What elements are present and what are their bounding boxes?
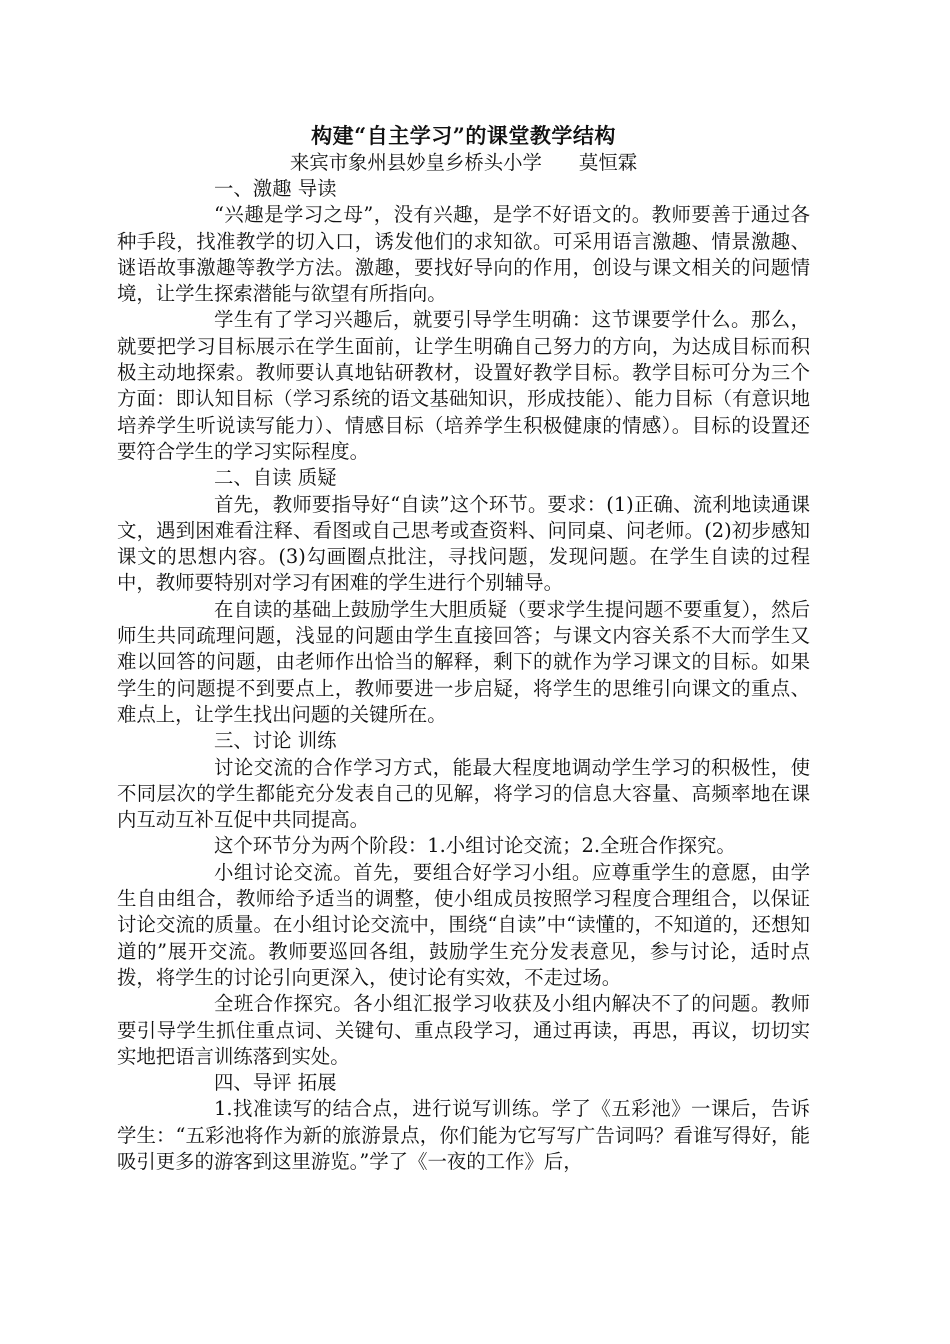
paragraph: 在自读的基础上鼓励学生大胆质疑（要求学生提问题不要重复），然后师生共同疏理问题，浅显的问题由学生直接回答；与课文内容关系不大而学生又难以回答的问题，由老师作出恰当的解释，剩下的就作为学习课文的目标。如果学生的问题提不到要点上，教师要进一步启疑，将学生的思维引向课文的重点、难点上，让学生找出问题的关键所在。 xyxy=(117,597,810,726)
paragraph: 讨论交流的合作学习方式，能最大程度地调动学生学习的积极性，使不同层次的学生都能充分发表自己的见解，将学习的信息大容量、高频率地在课内互动互补互促中共同提高。 xyxy=(117,755,810,832)
section-heading-3: 三、讨论 训练 xyxy=(214,729,337,753)
paragraph: 首先，教师要指导好“自读”这个环节。要求：(1)正确、流利地读通课文，遇到困难看注释、看图或自己思考或查资料、问同桌、问老师。(2)初步感知课文的思想内容。(3)勾画圈点批注，寻找问题，发现问题。在学生自读的过程中，教师要特别对学习有困难的学生进行个别辅导。 xyxy=(117,492,810,595)
paragraph: 全班合作探究。各小组汇报学习收获及小组内解决不了的问题。教师要引导学生抓住重点词、关键句、重点段学习，通过再读，再思，再议，切切实实地把语言训练落到实处。 xyxy=(117,992,810,1068)
paragraph: “兴趣是学习之母”，没有兴趣，是学不好语文的。教师要善于通过各种手段，找准教学的切入口，诱发他们的求知欲。可采用语言激趣、情景激趣、谜语故事激趣等教学方法。激趣，要找好导向的作用，创设与课文相关的问题情境，让学生探索潜能与欲望有所指向。 xyxy=(117,203,810,306)
author-byline: 来宾市象州县妙皇乡桥头小学 莫恒霖 xyxy=(289,151,638,174)
paragraph: 学生有了学习兴趣后，就要引导学生明确：这节课要学什么。那么，就要把学习目标展示在学生面前，让学生明确自己努力的方向，为达成目标而积极主动地探索。教师要认真地钻研教材，设置好教学目标。教学目标可分为三个方面：即认知目标（学习系统的语文基础知识，形成技能）、能力目标（有意识地培养学生听说读写能力）、情感目标（培养学生积极健康的情感）。目标的设置还要符合学生的学习实际程度。 xyxy=(117,308,810,463)
paragraph: 1.找准读写的结合点，进行说写训练。学了《五彩池》一课后，告诉学生：“五彩池将作为新的旅游景点，你们能为它写写广告词吗？看谁写得好，能吸引更多的游客到这里游览。”学了《一夜的工作》后， xyxy=(117,1097,810,1173)
paragraph: 这个环节分为两个阶段：1.小组讨论交流；2.全班合作探究。 xyxy=(214,834,736,858)
section-heading-1: 一、激趣 导读 xyxy=(214,177,337,200)
section-heading-4: 四、导评 拓展 xyxy=(214,1071,337,1095)
paragraph: 小组讨论交流。首先，要组合好学习小组。应尊重学生的意愿，由学生自由组合，教师给予适当的调整，使小组成员按照学习程度合理组合，以保证讨论交流的质量。在小组讨论交流中，围绕“自读”中“读懂的，不知道的，还想知道的”展开交流。教师要巡回各组，鼓励学生充分发表意见，参与讨论，适时点拨，将学生的讨论引向更深入，使讨论有实效，不走过场。 xyxy=(117,860,810,989)
document-title: 构建“自主学习”的课堂教学结构 xyxy=(311,123,616,148)
document-body xyxy=(117,122,810,1175)
section-heading-2: 二、自读 质疑 xyxy=(214,466,337,490)
